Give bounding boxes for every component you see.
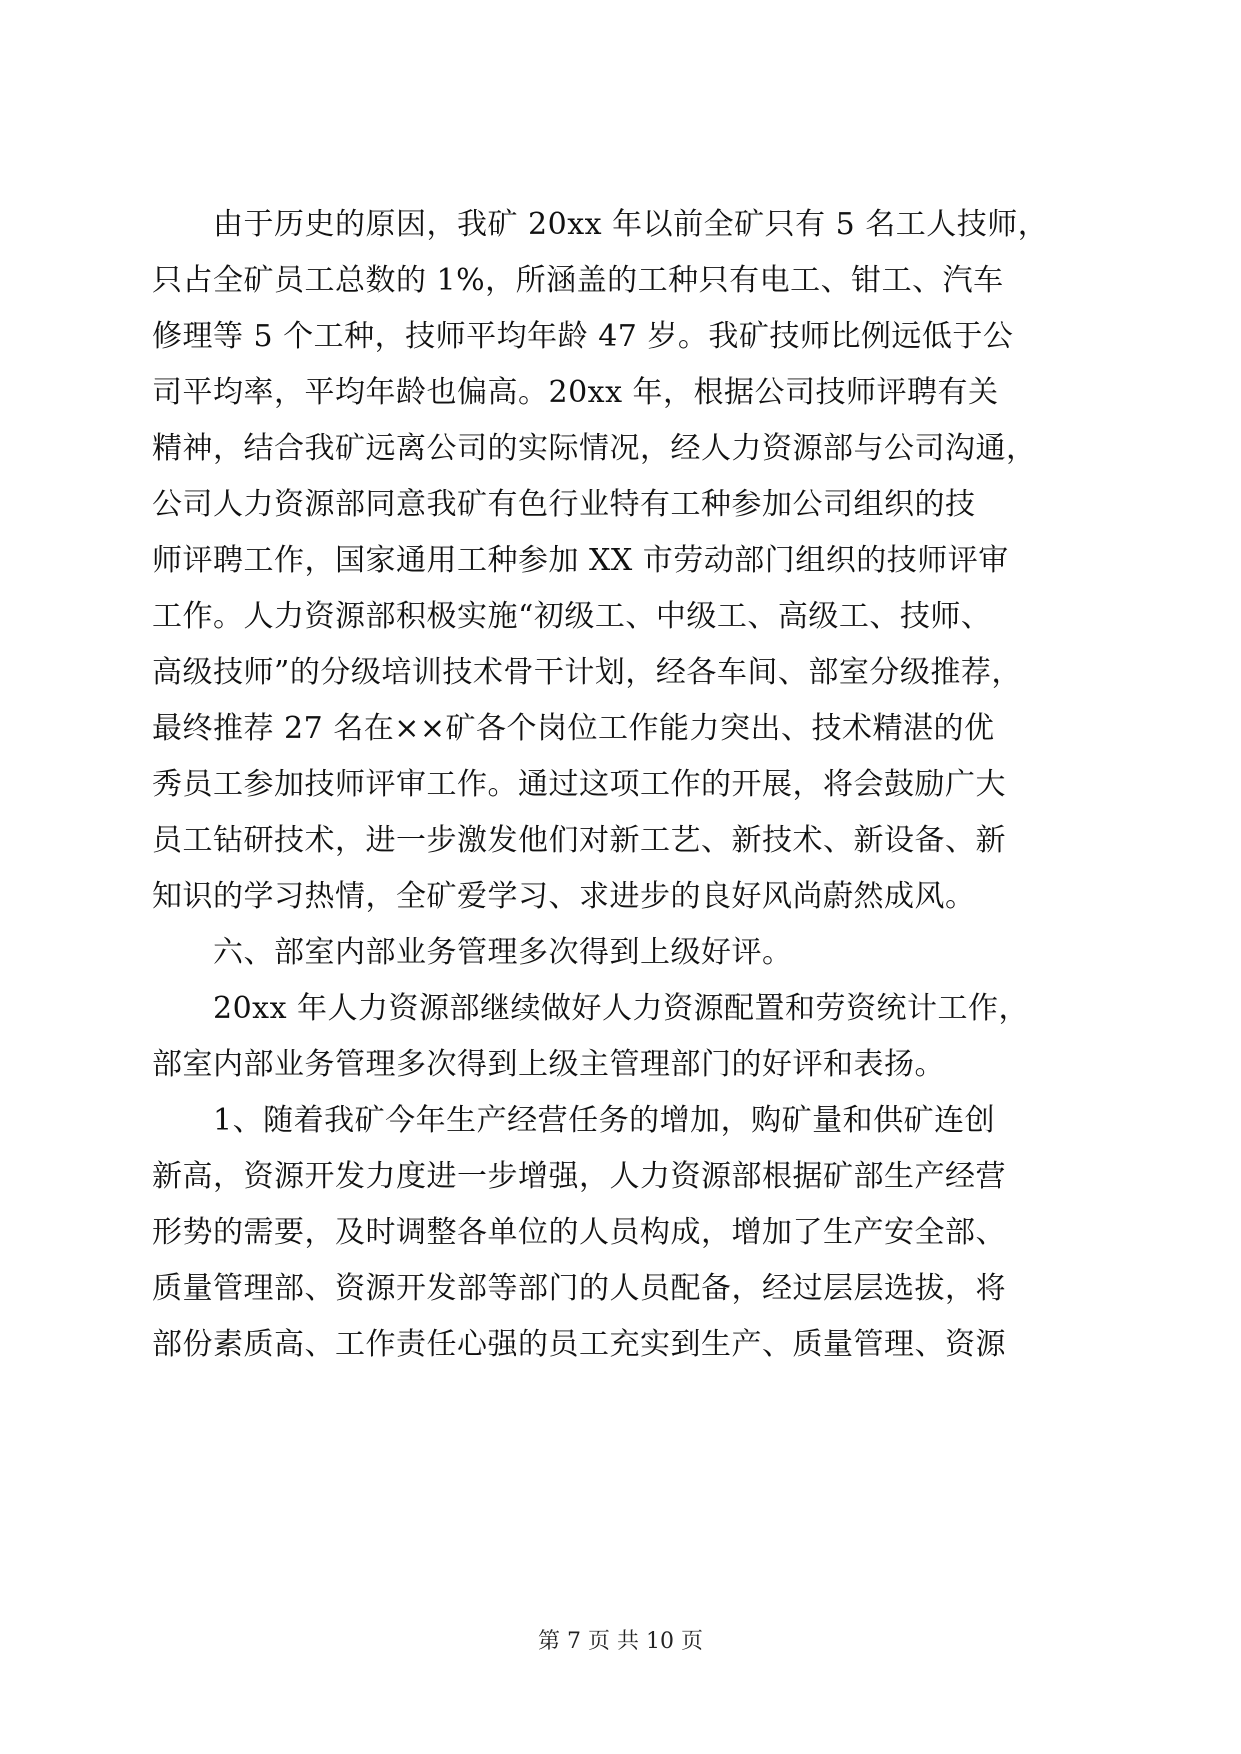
text-line: 部份素质高、工作责任心强的员工充实到生产、质量管理、资源 [152, 1327, 1006, 1362]
text-line: 司平均率，平均年龄也偏高。20xx 年，根据公司技师评聘有关 [152, 375, 999, 410]
text-line: 由于历史的原因，我矿 20xx 年以前全矿只有 5 名工人技师， [213, 207, 1049, 242]
text-line: 师评聘工作，国家通用工种参加 XX 市劳动部门组织的技师评审 [152, 543, 1009, 578]
text-line: 秀员工参加技师评审工作。通过这项工作的开展，将会鼓励广大 [152, 767, 1006, 802]
text-line: 部室内部业务管理多次得到上级主管理部门的好评和表扬。 [152, 1047, 945, 1082]
text-line: 修理等 5 个工种，技师平均年龄 47 岁。我矿技师比例远低于公 [152, 319, 1014, 354]
text-line: 只占全矿员工总数的 1%，所涵盖的工种只有电工、钳工、汽车 [152, 263, 1004, 298]
text-line: 20xx 年人力资源部继续做好人力资源配置和劳资统计工作， [213, 991, 1030, 1026]
text-line: 最终推荐 27 名在××矿各个岗位工作能力突出、技术精湛的优 [152, 711, 995, 746]
text-line: 形势的需要，及时调整各单位的人员构成，增加了生产安全部、 [152, 1215, 1006, 1250]
text-line: 质量管理部、资源开发部等部门的人员配备，经过层层选拔，将 [152, 1271, 1006, 1306]
text-line: 精神，结合我矿远离公司的实际情况，经人力资源部与公司沟通， [152, 431, 1037, 466]
text-line: 员工钻研技术，进一步激发他们对新工艺、新技术、新设备、新 [152, 823, 1006, 858]
text-line: 工作。人力资源部积极实施“初级工、中级工、高级工、技师、 [152, 599, 992, 634]
text-line: 新高，资源开发力度进一步增强，人力资源部根据矿部生产经营 [152, 1159, 1006, 1194]
text-line: 知识的学习热情，全矿爱学习、求进步的良好风尚蔚然成风。 [152, 879, 976, 914]
page-number-footer: 第 7 页 共 10 页 [538, 1629, 703, 1654]
text-line: 1、随着我矿今年生产经营任务的增加，购矿量和供矿连创 [213, 1103, 996, 1138]
text-line: 高级技师”的分级培训技术骨干计划，经各车间、部室分级推荐， [152, 655, 1022, 690]
section-heading: 六、部室内部业务管理多次得到上级好评。 [213, 935, 793, 970]
text-line: 公司人力资源部同意我矿有色行业特有工种参加公司组织的技 [152, 487, 976, 522]
